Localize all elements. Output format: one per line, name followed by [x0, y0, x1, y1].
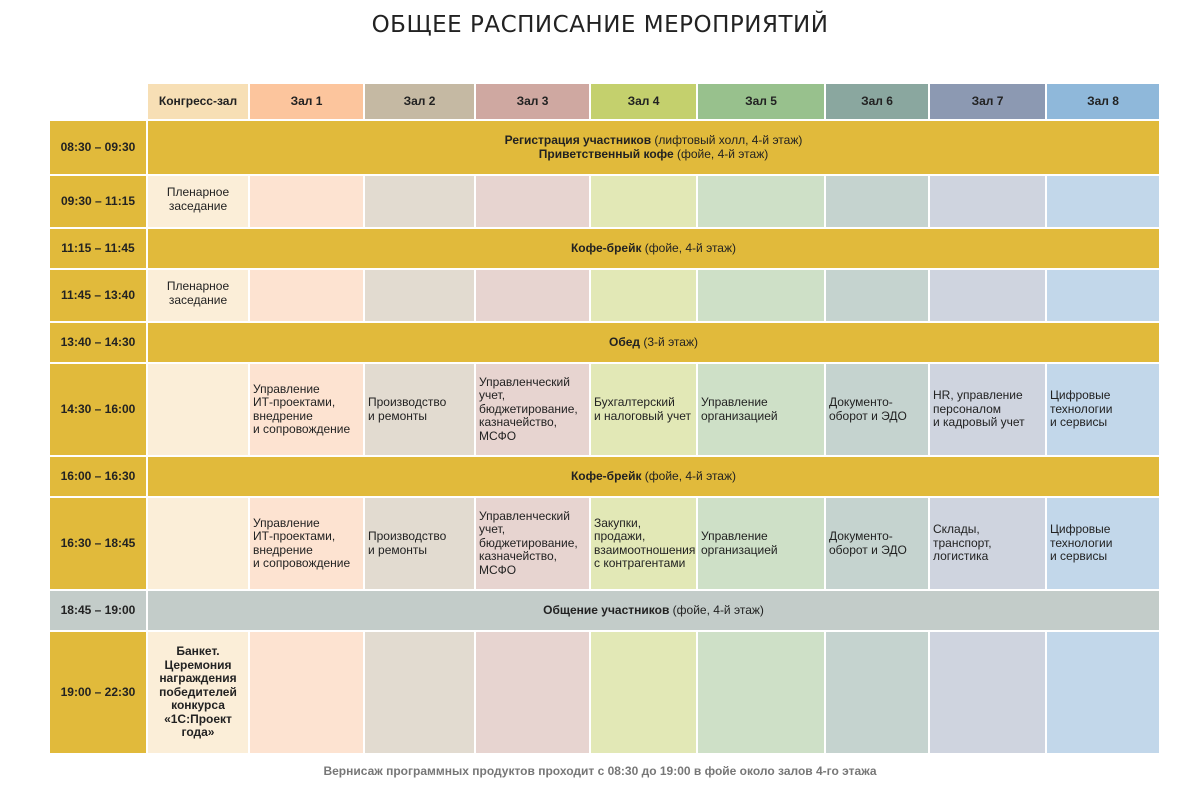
- hall-session: [476, 270, 589, 321]
- congress-hall-session: [148, 498, 248, 589]
- event-location: (фойе, 4-й этаж): [641, 240, 736, 255]
- hall-session: [365, 632, 474, 753]
- hall-session: Управление организацией: [698, 498, 824, 589]
- hall-session: [250, 176, 363, 227]
- hall-session: [365, 270, 474, 321]
- hall-session: [1047, 176, 1159, 227]
- break-event: [148, 591, 1159, 630]
- hall-session: Производство и ремонты: [365, 364, 474, 455]
- page-title: ОБЩЕЕ РАСПИСАНИЕ МЕРОПРИЯТИЙ: [371, 12, 829, 38]
- hall-session: [826, 270, 928, 321]
- time-slot: 09:30 – 11:15: [50, 176, 146, 227]
- break-event: [148, 121, 1159, 174]
- hall-session: [591, 632, 696, 753]
- event-title: Общение участников: [543, 602, 670, 617]
- hall-session: Бухгалтерский и налоговый учет: [591, 364, 696, 455]
- hall-session: [698, 632, 824, 753]
- time-slot: 11:15 – 11:45: [50, 229, 146, 268]
- hall-session: Управленческий учет, бюджетирование, казначейство, МСФО: [476, 498, 589, 589]
- congress-hall-session: Пленарное заседание: [148, 270, 248, 321]
- hall-header: Зал 7: [930, 84, 1045, 119]
- hall-header: Зал 4: [591, 84, 696, 119]
- schedule-table: [50, 84, 1159, 753]
- event-title: Приветственный кофе: [538, 146, 674, 161]
- time-slot: 18:45 – 19:00: [50, 591, 146, 630]
- hall-session: [1047, 632, 1159, 753]
- event-line: [609, 336, 698, 350]
- time-slot: 13:40 – 14:30: [50, 323, 146, 362]
- hall-session: [591, 270, 696, 321]
- event-title: Кофе-брейк: [570, 240, 642, 255]
- time-slot: 16:00 – 16:30: [50, 457, 146, 496]
- break-event: [148, 323, 1159, 362]
- event-line: [505, 134, 803, 148]
- time-slot: 11:45 – 13:40: [50, 270, 146, 321]
- hall-session: Управление ИТ-проектами, внедрение и сопровождение: [250, 364, 363, 455]
- hall-session: [365, 176, 474, 227]
- event-location: (фойе, 4-й этаж): [669, 602, 764, 617]
- time-slot: 19:00 – 22:30: [50, 632, 146, 753]
- congress-hall-session: [148, 364, 248, 455]
- hall-session: [930, 270, 1045, 321]
- hall-header: Зал 8: [1047, 84, 1159, 119]
- hall-session: [826, 632, 928, 753]
- event-title: Кофе-брейк: [570, 468, 642, 483]
- footer-note: Вернисаж программных продуктов проходит с 08:30 до 19:00 в фойе около залов 4-го этажа: [323, 764, 877, 778]
- hall-session: Управление ИТ-проектами, внедрение и сопровождение: [250, 498, 363, 589]
- header-corner: [50, 84, 146, 119]
- break-event: [148, 229, 1159, 268]
- hall-header: Зал 3: [476, 84, 589, 119]
- hall-session: Закупки, продажи, взаимоотношения с контрагентами: [591, 498, 696, 589]
- event-location: (фойе, 4-й этаж): [673, 146, 769, 161]
- hall-session: HR, управление персоналом и кадровый учет: [930, 364, 1045, 455]
- hall-header: Зал 5: [698, 84, 824, 119]
- hall-session: Цифровые технологии и сервисы: [1047, 498, 1159, 589]
- event-location: (3-й этаж): [640, 334, 698, 349]
- time-slot: 14:30 – 16:00: [50, 364, 146, 455]
- event-location: (фойе, 4-й этаж): [641, 468, 736, 483]
- hall-session: [250, 270, 363, 321]
- hall-session: [476, 632, 589, 753]
- hall-session: Производство и ремонты: [365, 498, 474, 589]
- hall-session: Цифровые технологии и сервисы: [1047, 364, 1159, 455]
- hall-header: Зал 1: [250, 84, 363, 119]
- hall-header: Зал 2: [365, 84, 474, 119]
- hall-session: [698, 176, 824, 227]
- hall-header: Конгресс-зал: [148, 84, 248, 119]
- hall-session: Управление организацией: [698, 364, 824, 455]
- event-line: [571, 470, 736, 484]
- hall-session: [476, 176, 589, 227]
- hall-session: [698, 270, 824, 321]
- hall-session: Управленческий учет, бюджетирование, казначейство, МСФО: [476, 364, 589, 455]
- hall-session: [930, 632, 1045, 753]
- hall-session: [250, 632, 363, 753]
- hall-session: [826, 176, 928, 227]
- break-event: [148, 457, 1159, 496]
- congress-hall-session: Банкет. Церемония награждения победителей конкурса «1С:Проект года»: [148, 632, 248, 753]
- event-line: [543, 604, 764, 618]
- hall-session: [930, 176, 1045, 227]
- congress-hall-session: Пленарное заседание: [148, 176, 248, 227]
- event-line: [571, 242, 736, 256]
- time-slot: 08:30 – 09:30: [50, 121, 146, 174]
- event-line: [539, 148, 768, 162]
- hall-session: [1047, 270, 1159, 321]
- hall-session: Склады, транспорт, логистика: [930, 498, 1045, 589]
- hall-header: Зал 6: [826, 84, 928, 119]
- hall-session: [591, 176, 696, 227]
- hall-session: Документо- оборот и ЭДО: [826, 498, 928, 589]
- event-title: Регистрация участников: [504, 133, 652, 147]
- event-location: (лифтовый холл, 4-й этаж): [651, 133, 803, 147]
- hall-session: Документо- оборот и ЭДО: [826, 364, 928, 455]
- event-title: Обед: [608, 334, 641, 349]
- time-slot: 16:30 – 18:45: [50, 498, 146, 589]
